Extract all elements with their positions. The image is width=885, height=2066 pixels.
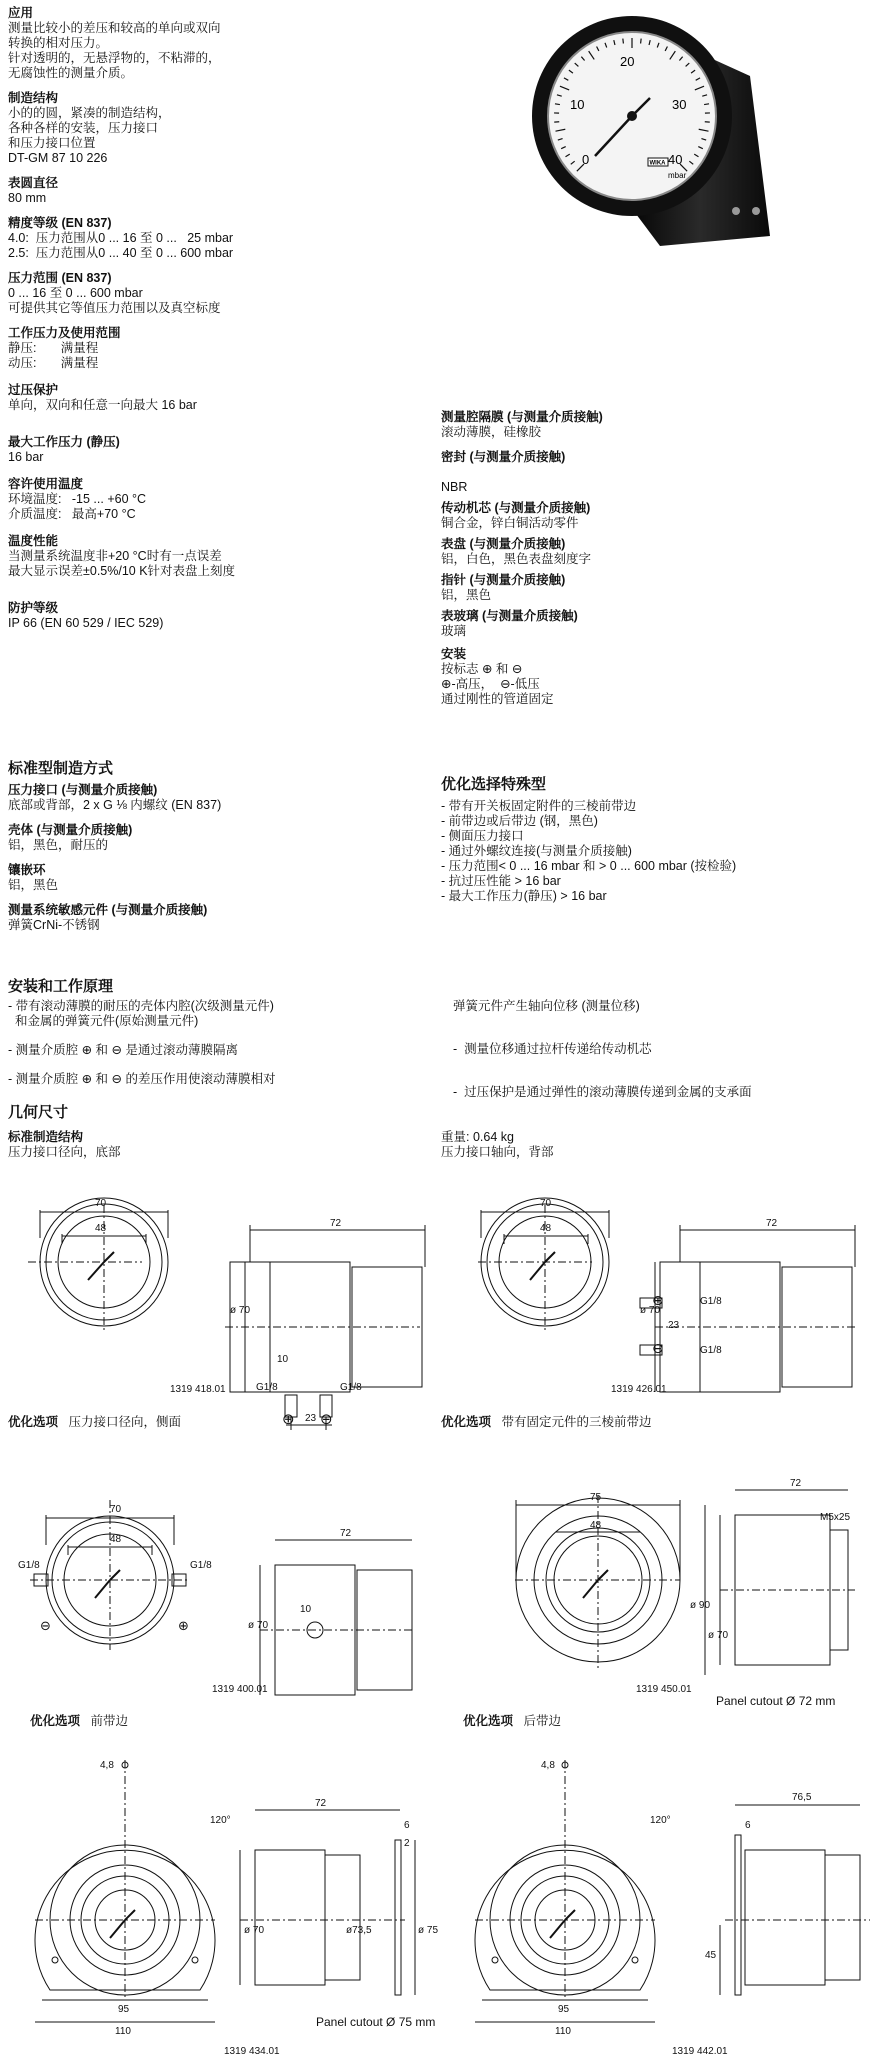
- section-line: 小的的圆，紧凑的制造结构，: [8, 106, 171, 120]
- dim-d76-5-6: 76,5: [792, 1792, 812, 1803]
- dim-d75-4: 75: [590, 1492, 602, 1503]
- opt2-text: 带有固定元件的三棱前带边: [501, 1415, 652, 1429]
- dim-d10-3: 10: [300, 1604, 312, 1615]
- section-heading: 工作压力及使用范围: [8, 326, 121, 340]
- dim-d70-3: 70: [110, 1504, 122, 1515]
- minus-symbol: ⊖: [320, 1411, 333, 1428]
- dim-phi73-5: ø73,5: [346, 1925, 372, 1936]
- section-line: 4.0: 压力范围从0 ... 16 至 0 ... 25 mbar: [8, 231, 234, 245]
- drawing-5-side: [240, 1810, 415, 1995]
- text-line: - 通过外螺纹连接(与测量介质接触): [441, 844, 632, 858]
- dim-d95-5: 95: [118, 2004, 130, 2015]
- section-line: 通过刚性的管道固定: [441, 692, 554, 706]
- gauge-unit: mbar: [668, 171, 687, 180]
- section-line: 静压: 满量程: [8, 341, 99, 355]
- dim-d48-4: 48: [590, 1520, 602, 1531]
- section-line: 最大显示误差±0.5%/10 K针对表盘上刻度: [8, 564, 236, 578]
- dim-d72-3: 72: [340, 1528, 352, 1539]
- dim-d110-5: 110: [115, 2026, 131, 2037]
- drawing-6-side: [720, 1805, 870, 1995]
- opt3-label: 优化选项: [30, 1714, 81, 1728]
- section-heading: 密封 (与测量介质接触): [441, 450, 566, 464]
- plus-symbol: ⊕: [282, 1411, 295, 1428]
- opt1-label: 优化选项: [8, 1415, 59, 1429]
- dim-g18-2a: G1/8: [700, 1296, 722, 1307]
- dim-d72-2: 72: [766, 1218, 778, 1229]
- section-heading: 表圆直径: [8, 176, 59, 190]
- dim-d48-3: 48: [110, 1534, 122, 1545]
- gauge-brand-logo: WIKA: [649, 160, 666, 167]
- section-line: 弹簧CrNi-不锈钢: [8, 918, 100, 932]
- dim-phi70-1: ø 70: [230, 1305, 251, 1316]
- section-line: 2.5: 压力范围从0 ... 40 至 0 ... 600 mbar: [8, 246, 234, 260]
- section-line: 当测量系统温度非+20 °C时有一点误差: [8, 549, 222, 563]
- drawing-5-front: [35, 1760, 215, 2022]
- section-line: ⊕-高压， ⊖-低压: [441, 677, 540, 691]
- section-heading: 表玻璃 (与测量介质接触): [441, 609, 578, 623]
- panel-cutout-75: Panel cutout Ø 75 mm: [316, 2015, 436, 2029]
- section-heading: 测量腔隔膜 (与测量介质接触): [441, 410, 603, 424]
- section-line: 玻璃: [441, 624, 467, 638]
- gauge-tick-40: 40: [668, 152, 683, 167]
- principle-title: 安装和工作原理: [8, 978, 114, 995]
- section-line: 铝，黑色，耐压的: [8, 838, 109, 852]
- dim-d23-2: 23: [668, 1320, 680, 1331]
- drawing-number-3: 1319 400.01: [212, 1684, 268, 1695]
- opt4-text: 后带边: [523, 1714, 561, 1728]
- plus-symbol-3: ⊕: [178, 1618, 189, 1633]
- drawing-3-front: [30, 1500, 190, 1650]
- section-heading: 壳体 (与测量介质接触): [8, 823, 133, 837]
- dim-d6-6: 6: [745, 1820, 751, 1831]
- section-heading: 最大工作压力 (静压): [8, 435, 120, 449]
- section-heading: 应用: [8, 6, 34, 20]
- dim-phi70-4: ø 70: [708, 1630, 729, 1641]
- drawing-number-2: 1319 426.01: [611, 1384, 667, 1395]
- section-line: 介质温度: 最高+70 °C: [8, 507, 136, 521]
- section-line: 各种各样的安装，压力接口: [8, 121, 159, 135]
- standard-title: 标准型制造方式: [8, 760, 114, 777]
- opt4-label: 优化选项: [463, 1714, 514, 1728]
- section-line: DT-GM 87 10 226: [8, 151, 108, 165]
- dim-d4-8-6: 4,8: [541, 1760, 555, 1771]
- section-heading: 测量系统敏感元件 (与测量介质接触): [8, 903, 208, 917]
- section-heading: 安装: [441, 647, 467, 661]
- section-line: 80 mm: [8, 191, 47, 205]
- text-line: - 带有滚动薄膜的耐压的壳体内腔(次级测量元件): [8, 999, 274, 1013]
- section-heading: 指针 (与测量介质接触): [441, 573, 566, 587]
- section-line: 转换的相对压力。: [8, 36, 109, 50]
- section-line: 按标志 ⊕ 和 ⊖: [441, 662, 523, 676]
- section-line: 可提供其它等值压力范围以及真空标度: [8, 301, 221, 315]
- text-line: - 测量介质腔 ⊕ 和 ⊖ 的差压作用使滚动薄膜相对: [8, 1072, 276, 1086]
- section-line: 单向，双向和任意一向最大 16 bar: [8, 398, 197, 412]
- dim-m5-4: M5x25: [820, 1512, 851, 1523]
- dim-phi75-5: ø 75: [418, 1925, 439, 1936]
- section-heading: 温度性能: [8, 534, 59, 548]
- text-line: - 侧面压力接口: [441, 829, 524, 843]
- section-line: 测量比较小的差压和较高的单向或双向: [8, 21, 221, 35]
- section-line: 动压: 满量程: [8, 356, 99, 370]
- section-line: 环境温度: -15 ... +60 °C: [8, 492, 147, 506]
- drawing-2-side: [640, 1225, 855, 1392]
- dim-d72-1: 72: [330, 1218, 342, 1229]
- gauge-tick-30: 30: [672, 97, 687, 112]
- dim-d48-1: 48: [95, 1223, 107, 1234]
- section-line: NBR: [441, 480, 468, 494]
- dim-d23-1: 23: [305, 1413, 317, 1424]
- text-line: 和金属的弹簧元件(原始测量元件): [8, 1014, 199, 1028]
- dim-d120-6: 120°: [650, 1815, 671, 1826]
- text-line: - 测量位移通过拉杆传递给传动机芯: [453, 1042, 652, 1056]
- dim-g18-2b: G1/8: [700, 1345, 722, 1356]
- section-heading: 压力范围 (EN 837): [8, 271, 112, 285]
- section-heading: 防护等级: [8, 601, 59, 615]
- geo-std-heading: 标准制造结构: [8, 1130, 84, 1144]
- geo-std-right-text: 压力接口轴向，背部: [441, 1145, 554, 1159]
- opt1-text: 压力接口径向，侧面: [68, 1415, 181, 1429]
- section-line: 无腐蚀性的测量介质。: [8, 66, 134, 80]
- dim-d120-5: 120°: [210, 1815, 231, 1826]
- section-line: 针对透明的，无悬浮物的，不粘滞的，: [8, 51, 221, 65]
- section-heading: 制造结构: [8, 91, 59, 105]
- drawing-number-1: 1319 418.01: [170, 1384, 226, 1395]
- dim-phi70-2: ø 70: [640, 1305, 661, 1316]
- gauge-tick-20: 20: [620, 54, 635, 69]
- drawing-6-front: [475, 1760, 655, 2022]
- drawing-1-front: [28, 1198, 168, 1330]
- dim-phi90-4: ø 90: [690, 1600, 711, 1611]
- minus-symbol-3: ⊖: [40, 1618, 51, 1633]
- weight-text: 重量: 0.64 kg: [441, 1130, 514, 1144]
- section-line: 铝，白色，黑色表盘刻度字: [441, 552, 592, 566]
- text-line: - 抗过压性能 > 16 bar: [441, 874, 561, 888]
- text-line: 弹簧元件产生轴向位移 (测量位移): [453, 999, 640, 1013]
- panel-cutout-72: Panel cutout Ø 72 mm: [716, 1694, 836, 1708]
- dim-d2-5: 2: [404, 1838, 410, 1849]
- dim-d95-6: 95: [558, 2004, 570, 2015]
- section-heading: 镶嵌环: [8, 863, 46, 877]
- dim-g18-3a: G1/8: [18, 1560, 40, 1571]
- section-heading: 表盘 (与测量介质接触): [441, 537, 566, 551]
- section-heading: 容许使用温度: [8, 477, 84, 491]
- dim-d10-1: 10: [277, 1354, 289, 1365]
- section-line: 和压力接口位置: [8, 136, 96, 150]
- section-heading: 精度等级 (EN 837): [8, 216, 112, 230]
- plus-symbol-2: ⊕: [652, 1292, 664, 1308]
- dim-d6-5: 6: [404, 1820, 410, 1831]
- dim-g18-1a: G1/8: [256, 1382, 278, 1393]
- drawing-number-5: 1319 434.01: [224, 2046, 280, 2057]
- dim-d4-8-5: 4,8: [100, 1760, 114, 1771]
- section-line: 铜合金，锌白铜活动零件: [441, 516, 579, 530]
- section-line: 0 ... 16 至 0 ... 600 mbar: [8, 286, 143, 300]
- section-heading: 传动机芯 (与测量介质接触): [441, 501, 591, 515]
- dim-d70-2: 70: [540, 1198, 552, 1209]
- section-line: 滚动薄膜，硅橡胶: [441, 425, 542, 439]
- text-line: - 前带边或后带边 (钢，黑色): [441, 814, 598, 828]
- drawing-1-side: [225, 1225, 425, 1430]
- dim-g18-1b: G1/8: [340, 1382, 362, 1393]
- dim-g18-3b: G1/8: [190, 1560, 212, 1571]
- section-line: IP 66 (EN 60 529 / IEC 529): [8, 616, 164, 630]
- text-line: - 测量介质腔 ⊕ 和 ⊖ 是通过滚动薄膜隔离: [8, 1043, 238, 1057]
- dim-phi70-3: ø 70: [248, 1620, 269, 1631]
- section-line: 底部或背部，2 x G ⅛ 内螺纹 (EN 837): [8, 798, 222, 812]
- dim-d45-6: 45: [705, 1950, 717, 1961]
- opt3-text: 前带边: [90, 1714, 128, 1728]
- options-title: 优化选择特殊型: [441, 776, 547, 793]
- drawing-number-6: 1319 442.01: [672, 2046, 728, 2057]
- dim-d70-1: 70: [95, 1198, 107, 1209]
- section-heading: 压力接口 (与测量介质接触): [8, 783, 158, 797]
- dim-d72-4: 72: [790, 1478, 802, 1489]
- gauge-tick-0: 0: [582, 152, 590, 167]
- text-line: - 带有开关板固定附件的三棱前带边: [441, 799, 637, 813]
- text-line: - 最大工作压力(静压) > 16 bar: [441, 889, 607, 903]
- text-line: - 压力范围< 0 ... 16 mbar 和 > 0 ... 600 mbar (按检验): [441, 859, 737, 873]
- drawing-2-front: [478, 1198, 609, 1330]
- gauge-tick-10: 10: [570, 97, 585, 112]
- dim-d110-6: 110: [555, 2026, 571, 2037]
- minus-symbol-2: ⊖: [652, 1340, 664, 1356]
- section-line: 铝，黑色: [8, 878, 59, 892]
- drawing-number-4: 1319 450.01: [636, 1684, 692, 1695]
- dim-phi70-5: ø 70: [244, 1925, 265, 1936]
- dim-d72-5: 72: [315, 1798, 327, 1809]
- drawing-3-side: [260, 1540, 415, 1695]
- opt2-label: 优化选项: [441, 1415, 492, 1429]
- section-line: 铝，黑色: [441, 588, 492, 602]
- section-line: 16 bar: [8, 450, 44, 464]
- geo-std-left-text: 压力接口径向，底部: [8, 1145, 121, 1159]
- text-line: - 过压保护是通过弹性的滚动薄膜传递到金属的支承面: [453, 1085, 752, 1099]
- dim-d48-2: 48: [540, 1223, 552, 1234]
- section-heading: 过压保护: [8, 383, 59, 397]
- geometry-title: 几何尺寸: [8, 1104, 69, 1121]
